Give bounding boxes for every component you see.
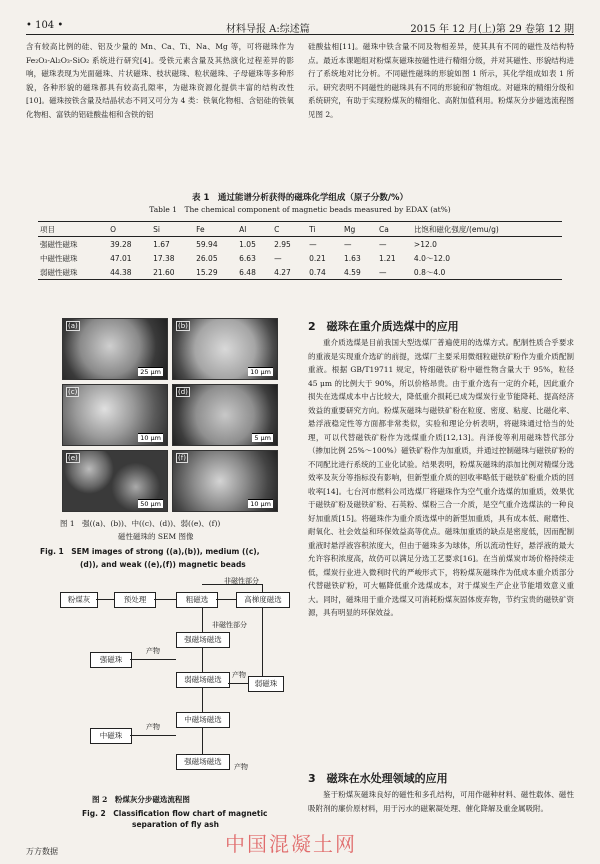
table-cell: 0.21 (309, 253, 326, 263)
sem-panel-a (62, 318, 168, 380)
section-2-heading: 2 磁珠在重介质选煤中的应用 (308, 320, 459, 333)
composition-table (38, 221, 562, 280)
flow-arrow (228, 683, 248, 684)
box-weak-bead: 弱磁珠 (248, 676, 284, 692)
label-product: 产物 (146, 723, 160, 731)
box-strong-separation: 强磁场磁选 (176, 632, 230, 648)
table-header-cell: Ca (377, 222, 412, 237)
table-cell: 26.05 (196, 253, 218, 263)
table-cell: 47.01 (110, 253, 132, 263)
flow-arrow (262, 607, 263, 676)
panel-label: (b) (178, 322, 188, 330)
footer-source: 万方数据 (26, 847, 58, 856)
sem-panel-d (172, 384, 278, 446)
scale-bar: 50 μm (140, 500, 161, 508)
box-weak-separation: 弱磁场磁选 (176, 672, 230, 688)
table-header-cell: Mg (342, 222, 377, 237)
journal-name: 材料导报 A:综述篇 (226, 24, 310, 35)
table-header-cell: Si (151, 222, 194, 237)
left-intro-paragraph: 含有较高比例的硅、铝及少量的 Mn、Ca、Ti、Na、Mg 等，可将磁珠作为 Fe₂O₃-Al₂O₃-SiO₂ 系统进行研究[4]。受铁元素含量及其热演化过程差异的影响，磁珠表现为光面磁珠、片状磁珠、枝状磁珠、粒状磁珠、子母磁珠等多种形貌，各种形貌的磁珠都具有较高孔隙率，为磁珠资源化提供丰富的结构改性[10]。磁珠按铁含量及结晶状态不同又可分为 4 类：铁氧化物相、含铝硅的铁氧化物相、富铁的铝硅酸盐相和含铁的铝 (26, 42, 294, 119)
table-cell: — (378, 239, 387, 249)
label-product: 产物 (232, 671, 246, 679)
panel-label: (c) (68, 388, 78, 396)
table-cell: 6.48 (239, 267, 256, 277)
table-cell: 1.67 (153, 239, 170, 249)
sem-panel-b (172, 318, 278, 380)
table-header-cell: O (108, 222, 151, 237)
table-cell: 17.38 (153, 253, 175, 263)
table1-title-en: Table 1 The chemical component of magnetic beads measured by EDAX (at%) (149, 205, 451, 214)
label-product: 产物 (234, 763, 248, 771)
table1-title-cn: 表 1 通过能谱分析获得的磁珠化学组成（原子分数/%） (192, 193, 408, 203)
table-cell: 中磁性磁珠 (40, 253, 78, 263)
right-intro-paragraph: 硅酸盐相[11]。磁珠中铁含量不同及物相差异，使其具有不同的磁性及结构特点。最近本课题组对粉煤灰磁珠按磁性进行精细分级，并对其磁性、形貌结构进行了系统地对比分析。不同磁性磁珠的形貌如图 1 所示，其化学组成如表 1 所示。研究表明不同磁性的磁珠具有不同的形貌和矿物组成。对磁珠的精细分级和系统研究，有助于实现粉煤灰的精细化、高附加值利用。粉煤灰分步磁选流程图见图 2。 (308, 42, 574, 119)
panel-label: (d) (178, 388, 188, 396)
label-nonmagnetic-mid: 非磁性部分 (212, 621, 247, 629)
table-cell: 15.29 (196, 267, 218, 277)
label-nonmagnetic-top: 非磁性部分 (224, 577, 259, 585)
label-product: 产物 (146, 647, 160, 655)
box-strong-bead: 强磁珠 (90, 652, 132, 668)
panel-label: (e) (68, 454, 78, 462)
flow-arrow (154, 599, 176, 600)
table-header-cell: C (272, 222, 307, 237)
box-strong-separation-2: 强磁场磁选 (176, 754, 230, 770)
table-cell: — (309, 239, 317, 249)
box-medium-separation: 中磁场磁选 (176, 712, 230, 728)
table-header-row (38, 222, 562, 237)
scale-bar: 10 μm (250, 368, 271, 376)
flow-arrow (202, 687, 203, 712)
table-header-cell: Al (237, 222, 272, 237)
table-row (38, 265, 562, 280)
flow-arrow (262, 584, 263, 592)
section-3-body: 鉴于粉煤灰磁珠良好的磁性和多孔结构，可用作磁种材料、磁性载体、磁性吸附剂的廉价原材料，用于污水的磁絮凝处理、催化降解及重金属吸附。 (308, 790, 574, 813)
table-cell: 4.0～12.0 (413, 253, 451, 263)
sem-panel-f (172, 450, 278, 512)
scale-bar: 10 μm (140, 434, 161, 442)
table-cell: 0.8～4.0 (413, 267, 446, 277)
flow-arrow (130, 735, 176, 736)
table-cell: >12.0 (413, 239, 437, 249)
table-cell: 44.38 (110, 267, 132, 277)
table-cell: 1.21 (378, 253, 396, 263)
fig1-caption-cn-1: 图 1 强((a)、(b))、中((c)、(d))、弱((e)、(f)) (60, 519, 221, 528)
flow-arrow (130, 659, 176, 660)
fig2-caption-en-1: Fig. 2 Classification flow chart of magnetic (82, 809, 268, 818)
box-pretreatment: 预处理 (114, 592, 156, 608)
table-cell: 21.60 (153, 267, 175, 277)
table-cell: — (378, 267, 387, 277)
sem-panel-c (62, 384, 168, 446)
table-header-cell: Ti (307, 222, 342, 237)
fig2-caption-en-2: separation of fly ash (132, 820, 219, 829)
box-high-gradient: 高梯度磁选 (236, 592, 290, 608)
flow-arrow (202, 647, 203, 672)
panel-label: (a) (68, 322, 78, 330)
running-header (26, 20, 574, 35)
table-row (38, 237, 562, 252)
fig1-caption-en-1: Fig. 1 SEM images of strong ((a),(b)), medium ((c), (40, 547, 260, 556)
table-header-cell: 比饱和磁化强度/(emu/g) (412, 222, 562, 237)
table-cell: — (274, 253, 282, 263)
table-cell: 2.95 (274, 239, 291, 249)
panel-label: (f) (178, 454, 186, 462)
scale-bar: 10 μm (250, 500, 271, 508)
fig1-caption-cn-2: 磁性磁珠的 SEM 图像 (118, 532, 194, 541)
table-header-cell: Fe (194, 222, 237, 237)
sem-panel-e (62, 450, 168, 512)
flow-arrow (96, 599, 114, 600)
table-row (38, 251, 562, 265)
table-cell: 59.94 (196, 239, 218, 249)
flow-arrow (202, 607, 203, 632)
watermark: 中国混凝土网 (225, 832, 357, 856)
flow-arrow (216, 599, 236, 600)
section-2-body: 重介质选煤是目前我国大型选煤厂普遍使用的选煤方式。配制性质合乎要求的重液是实现重介选矿的前提，选煤厂主要采用微细粒磁铁矿粉作为重介质配制重液。根据 GB/T19711 规定，特细磁铁矿粉中磁性物含量大于 95%，粒径 45 μm 的比例大于 90%，所以价格昂贵。由于重介选有一定的介耗，因此重介损失在选煤成本中占比较大，降低重介损耗已成为煤炭行业节能降耗、提高经济效益的重要研究方向。粉煤灰磁珠与磁铁矿粉在粒度、密度、粘度、比磁化率、悬浮液稳定性等方面都非常类似，实验和理论分析表明，将磁珠通过恰当的处理，可以代替磁铁矿粉作为选煤重介质[12,13]。肖泽俊等利用磁珠替代部分（掺加比例 25%～100%）磁铁矿粉作为加重质，并通过控制磁珠与磁铁矿粉的不同配比进行系统的工业化试验。结果表明，粉煤灰磁珠的添加比例对精煤分选效率及灰分等指标没有影响，但新型重介质的回收率略低于磁铁矿粉重介质的回收率[14]。七台河市燃料公司选煤厂将磁珠作为空气重介选煤的加重质，效果优于磁铁矿粉及磁铁矿粉、石英粉、煤粉三合一介质，是空气重介选煤法的一种良好加重质[15]。将磁珠作为重介质选煤中的新型加重质，具有成本低、耐磨性、耐氧化、社会效益和环保效益高等优点。磁珠加重质的缺点是密度低，因而配制重液时悬浮液容积浓度大，但由于磁珠多为球体，所以流动性好，悬浮液的最大允许容积浓度高，故仍可以满足分选工艺要求[16]。在当前煤炭市场价格持续走低，煤炭行业进入微利时代的严峻形式下，将粉煤灰磁珠作为低成本重介质部分代替磁铁矿粉，可大幅降低重介选煤成本，对于煤炭生产企业节能增效意义重大。同时，磁珠用于重介选煤又可消耗粉煤灰固体废弃物，节约宝贵的磁铁矿资源，具有明显的环保效益。 (308, 338, 574, 617)
page-number: • 104 • (26, 20, 64, 31)
scale-bar: 5 μm (254, 434, 271, 442)
table-cell: 4.27 (274, 267, 291, 277)
scale-bar: 25 μm (140, 368, 161, 376)
box-rough-separation: 粗磁选 (176, 592, 218, 608)
table-cell: 强磁性磁珠 (40, 239, 78, 249)
section-3-heading: 3 磁珠在水处理领域的应用 (308, 772, 448, 785)
table-cell: 1.05 (239, 239, 256, 249)
box-fly-ash: 粉煤灰 (60, 592, 98, 608)
table-cell: 弱磁性磁珠 (40, 267, 78, 277)
table-cell: 4.59 (344, 267, 361, 277)
box-medium-bead: 中磁珠 (90, 728, 132, 744)
table-cell: 39.28 (110, 239, 132, 249)
table-cell: 6.63 (239, 253, 256, 263)
fig1-caption-en-2: (d)), and weak ((e),(f)) magnetic beads (80, 560, 246, 569)
table-cell: — (344, 239, 352, 249)
table-cell: 0.74 (309, 267, 326, 277)
flow-arrow (202, 727, 203, 754)
fig2-caption-cn: 图 2 粉煤灰分步磁选流程图 (92, 795, 190, 804)
table-header-cell: 项目 (38, 222, 108, 237)
table-cell: 1.63 (344, 253, 361, 263)
issue-info: 2015 年 12 月(上)第 29 卷第 12 期 (410, 24, 574, 35)
